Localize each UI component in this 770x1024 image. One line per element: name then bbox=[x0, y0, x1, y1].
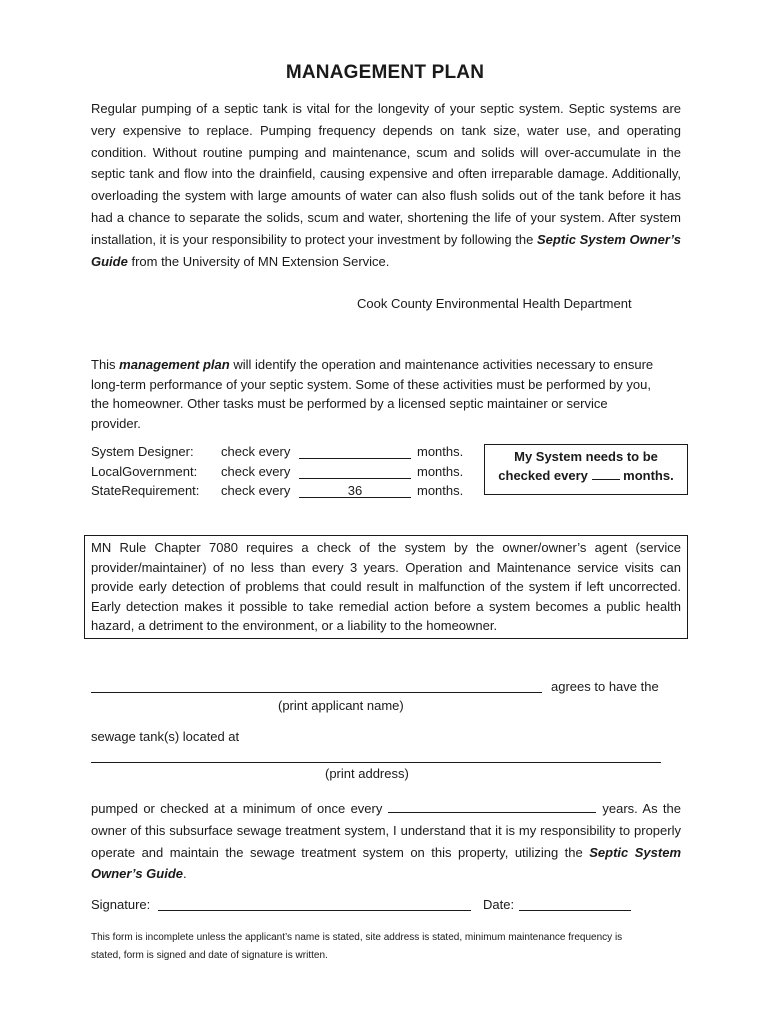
agreement-paragraph bbox=[91, 798, 681, 885]
my-system-checked-text: checked every bbox=[498, 468, 588, 483]
agreement-text-1: pumped or checked at a minimum of once every bbox=[91, 801, 383, 816]
mgmt-bold: management plan bbox=[119, 357, 230, 372]
applicant-name-field[interactable] bbox=[91, 692, 542, 693]
mgmt-text-2: will identify the operation and maintenance activities necessary to ensure long-term performance of your septic system. Some of these activities must be performed by you, the homeowner. Other tasks must be performed by a licensed septic maintainer or service provider. bbox=[91, 357, 654, 431]
print-name-caption: (print applicant name) bbox=[278, 698, 404, 713]
agreement-text-2: years. As the owner of this subsurface sewage treatment system, I understand that it is my responsibility to properly operate and maintain the sewage treatment system on this property, utilizing the bbox=[91, 801, 681, 860]
intro-text-2: from the University of MN Extension Service. bbox=[127, 253, 390, 269]
frequency-label: System Designer: bbox=[91, 444, 194, 459]
local-government-months-field[interactable] bbox=[299, 464, 411, 479]
frequency-check-text: check every bbox=[221, 463, 291, 479]
management-paragraph bbox=[91, 355, 661, 433]
my-system-box bbox=[484, 444, 688, 495]
form-note: This form is incomplete unless the applicant’s name is stated, site address is stated, minimum maintenance frequency is stated, form is signed and date of signature is written. bbox=[91, 932, 623, 961]
my-system-line-2 bbox=[485, 466, 687, 485]
intro-paragraph bbox=[91, 98, 681, 272]
rule-box: MN Rule Chapter 7080 requires a check of the system by the owner/owner’s agent (service provider/maintainer) of no less than every 3 years. Operation and Maintenance service visits can provide early detection of problems that could result in malfunction of the system if left uncorrected. Early detection makes it possible to take remedial action before a system becomes a public health hazard, a detriment to the environment, or a liability to the homeowner. bbox=[84, 535, 688, 639]
agreement-guide-title: Septic System Owner’s Guide bbox=[91, 844, 682, 882]
frequency-check-text: check every bbox=[221, 444, 291, 459]
address-field[interactable] bbox=[91, 762, 661, 763]
frequency-label: StateRequirement: bbox=[91, 483, 200, 498]
located-text: sewage tank(s) located at bbox=[91, 729, 240, 744]
signature-field[interactable] bbox=[158, 910, 471, 911]
intro-text-1: Regular pumping of a septic tank is vital for the longevity of your septic system. Septic systems are very expensive to replace. Pumping frequency depends on tank size, water use, and operating condition. Without routine pumping and maintenance, scum and solids will over-accumulate in the septic tank and flow into the drainfield, causing expensive and often irreparable damage. Additionally, overloading the system with large amounts of water can also flush solids out of the tank before it has had a chance to separate the solids, scum and water, shortening the life of your system. After system installation, it is your responsibility to protect your investment by following the bbox=[91, 101, 681, 247]
my-system-months-text: months. bbox=[623, 468, 674, 483]
frequency-unit: months. bbox=[417, 463, 464, 479]
page-title: MANAGEMENT PLAN bbox=[285, 62, 485, 83]
intro-guide-title: Septic System Owner’s Guide bbox=[91, 231, 682, 269]
frequency-unit: months. bbox=[417, 444, 464, 459]
frequency-unit: months. bbox=[417, 483, 464, 498]
agreement-text-3: . bbox=[183, 866, 187, 882]
my-system-line-1: My System needs to be bbox=[514, 449, 658, 464]
designer-months-field[interactable] bbox=[299, 444, 411, 459]
my-system-months-field[interactable] bbox=[592, 467, 620, 480]
agrees-text: agrees to have the bbox=[551, 679, 659, 694]
signature-label: Signature: bbox=[91, 897, 151, 912]
credit-line: Cook County Environmental Health Department bbox=[357, 296, 632, 311]
frequency-check-text: check every bbox=[221, 483, 291, 498]
state-months-field[interactable]: 36 bbox=[299, 483, 411, 498]
print-address-caption: (print address) bbox=[325, 766, 409, 781]
date-label: Date: bbox=[483, 897, 515, 912]
mgmt-text-1: This bbox=[91, 357, 120, 372]
date-field[interactable] bbox=[519, 910, 631, 911]
frequency-label: LocalGovernment: bbox=[91, 463, 198, 479]
pump-frequency-field[interactable] bbox=[388, 800, 596, 813]
